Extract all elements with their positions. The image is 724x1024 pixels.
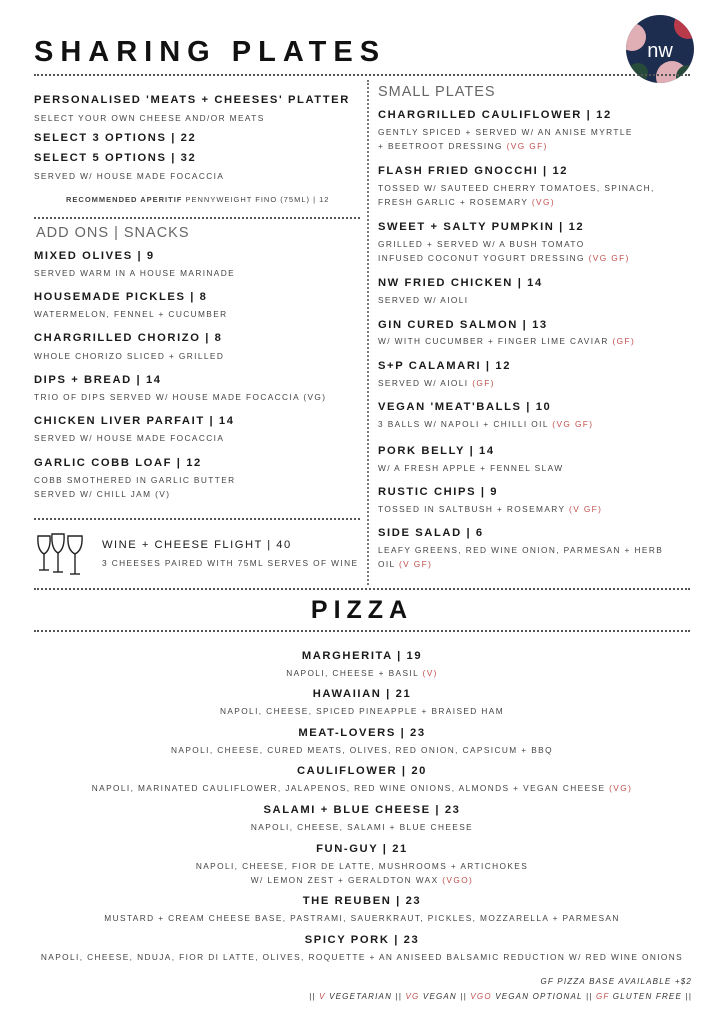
plate-desc: W/ WITH CUCUMBER + FINGER LIME CAVIAR <box>378 336 609 346</box>
plate-desc: GRILLED + SERVED W/ A BUSH TOMATO <box>378 239 585 249</box>
page-title: SHARING PLATES <box>34 36 387 68</box>
legend-sep: || <box>460 992 467 1001</box>
pizza-name: SPICY PORK | 23 <box>304 934 420 946</box>
divider-top <box>34 74 690 76</box>
pizza-desc: NAPOLI, CHEESE, SPICED PINEAPPLE + BRAISED HAM <box>219 706 505 716</box>
aperitif-label: RECOMMENDED APERITIF <box>66 195 183 204</box>
legend-code: GF <box>595 992 610 1001</box>
flight-desc: 3 CHEESES PAIRED WITH 75ML SERVES OF WINE <box>102 558 359 568</box>
divider-addons <box>34 217 360 219</box>
addon-name: GARLIC COBB LOAF | 12 <box>34 457 202 469</box>
diet-tag: (V GF) <box>398 559 433 569</box>
pizza-heading: PIZZA <box>310 596 414 624</box>
addon-name: MIXED OLIVES | 9 <box>34 250 155 262</box>
plate-desc-2: OIL <box>378 559 396 569</box>
plate-desc: 3 BALLS W/ NAPOLI + CHILLI OIL <box>378 419 549 429</box>
pizza-desc: NAPOLI, CHEESE, FIOR DE LATTE, MUSHROOMS + ARTICHOKES <box>195 861 529 871</box>
platter-option-3: SELECT 3 OPTIONS | 22 <box>34 132 197 144</box>
addon-name: CHICKEN LIVER PARFAIT | 14 <box>34 415 235 427</box>
diet-tag: (V) <box>422 668 438 678</box>
diet-tag: (VG GF) <box>552 419 594 429</box>
plate-name: FLASH FRIED GNOCCHI | 12 <box>378 165 569 177</box>
addon-name: DIPS + BREAD | 14 <box>34 374 162 386</box>
legend-label: GLUTEN FREE <box>612 992 682 1001</box>
plate-name: VEGAN 'MEAT'BALLS | 10 <box>378 401 552 413</box>
plate-name: SIDE SALAD | 6 <box>378 527 484 539</box>
plate-desc-line <box>378 336 635 346</box>
legend-code: VG <box>405 992 420 1001</box>
plate-name: RUSTIC CHIPS | 9 <box>378 486 499 498</box>
addon-desc: WATERMELON, FENNEL + CUCUMBER <box>34 309 228 319</box>
plate-desc: GENTLY SPICED + SERVED W/ AN ANISE MYRTLE <box>378 127 633 137</box>
small-plates-heading: SMALL PLATES <box>378 84 496 100</box>
addon-desc-2: SERVED W/ CHILL JAM (V) <box>34 489 171 499</box>
pizza-desc-2: W/ LEMON ZEST + GERALDTON WAX <box>250 875 439 885</box>
column-divider <box>367 80 369 585</box>
plate-name: GIN CURED SALMON | 13 <box>378 319 548 331</box>
pizza-name: HAWAIIAN | 21 <box>312 688 412 700</box>
plate-name: SWEET + SALTY PUMPKIN | 12 <box>378 221 585 233</box>
plate-desc: LEAFY GREENS, RED WINE ONION, PARMESAN + HERB <box>378 545 664 555</box>
plate-desc: W/ A FRESH APPLE + FENNEL SLAW <box>378 463 564 473</box>
addon-desc: COBB SMOTHERED IN GARLIC BUTTER <box>34 475 236 485</box>
pizza-name: SALAMI + BLUE CHEESE | 23 <box>263 804 461 816</box>
wine-glasses-icon <box>34 532 90 578</box>
diet-tag: (V GF) <box>569 504 603 514</box>
diet-tag: (VG) <box>531 197 555 207</box>
pizza-desc: NAPOLI, CHEESE + BASIL <box>286 668 419 678</box>
legend-sep: || <box>309 992 316 1001</box>
pizza-desc: NAPOLI, CHEESE, SALAMI + BLUE CHEESE <box>250 822 474 832</box>
logo <box>626 15 694 83</box>
aperitif <box>66 195 329 204</box>
legend-label: VEGETARIAN <box>329 992 393 1001</box>
addon-desc: SERVED WARM IN A HOUSE MARINADE <box>34 268 236 278</box>
addons-heading: ADD ONS | SNACKS <box>36 225 190 241</box>
plate-name: S+P CALAMARI | 12 <box>378 360 512 372</box>
addon-name: CHARGRILLED CHORIZO | 8 <box>34 332 223 344</box>
addon-desc: WHOLE CHORIZO SLICED + GRILLED <box>34 351 225 361</box>
diet-tag: (VG GF) <box>588 253 630 263</box>
pizza-desc-line <box>0 783 724 793</box>
plate-desc-line <box>378 197 555 207</box>
legend-sep: || <box>395 992 403 1001</box>
aperitif-value: PENNYWEIGHT FINO (75ML) | 12 <box>185 195 330 204</box>
pizza-name: CAULIFLOWER | 20 <box>296 765 428 777</box>
platter-title: PERSONALISED 'MEATS + CHEESES' PLATTER <box>34 94 350 106</box>
pizza-desc: NAPOLI, MARINATED CAULIFLOWER, JALAPENOS, RED WINE ONIONS, ALMONDS + VEGAN CHEESE <box>91 783 606 793</box>
plate-desc: TOSSED W/ SAUTEED CHERRY TOMATOES, SPINACH, <box>378 183 655 193</box>
plate-desc-2: FRESH GARLIC + ROSEMARY <box>378 197 529 207</box>
plate-desc-line <box>378 253 630 263</box>
pizza-desc: NAPOLI, CHEESE, CURED MEATS, OLIVES, RED ONION, CAPSICUM + BBQ <box>171 745 553 755</box>
platter-served: SERVED W/ HOUSE MADE FOCACCIA <box>34 171 225 181</box>
pizza-name: MEAT-LOVERS | 23 <box>298 727 426 739</box>
diet-tag: (GF) <box>472 378 495 388</box>
plate-desc-line <box>378 559 432 569</box>
logo-text: nw <box>647 40 673 62</box>
legend-sep: || <box>685 992 692 1001</box>
addon-name: HOUSEMADE PICKLES | 8 <box>34 291 208 303</box>
diet-tag: (GF) <box>612 336 636 346</box>
divider-pizza-bottom <box>34 630 690 632</box>
diet-legend <box>309 992 692 1001</box>
pizza-desc: MUSTARD + CREAM CHEESE BASE, PASTRAMI, SAUERKRAUT, PICKLES, MOZZARELLA + PARMESAN <box>104 913 620 923</box>
plate-desc: SERVED W/ AIOLI <box>378 378 469 388</box>
gf-base-note: GF PIZZA BASE AVAILABLE +$2 <box>540 977 692 986</box>
diet-tag: (VGO) <box>442 875 474 885</box>
diet-tag: (VG GF) <box>506 141 548 151</box>
pizza-desc-line <box>0 668 724 678</box>
flight-name: WINE + CHEESE FLIGHT | 40 <box>102 539 292 551</box>
diet-tag: (VG) <box>609 783 633 793</box>
plate-desc-2: + BEETROOT DRESSING <box>378 141 503 151</box>
plate-name: CHARGRILLED CAULIFLOWER | 12 <box>378 109 612 121</box>
pizza-name: MARGHERITA | 19 <box>301 650 423 662</box>
legend-code: V <box>319 992 326 1001</box>
pizza-desc: NAPOLI, CHEESE, NDUJA, FIOR DI LATTE, OLIVES, ROQUETTE + AN ANISEED BALSAMIC REDUCTION W/ RED WINE ONIONS <box>40 952 684 962</box>
legend-sep: || <box>585 992 593 1001</box>
divider-flight <box>34 518 360 520</box>
plate-desc-line <box>378 504 602 514</box>
addon-desc: SERVED W/ HOUSE MADE FOCACCIA <box>34 433 225 443</box>
legend-code: VGO <box>470 992 492 1001</box>
plate-desc-line <box>378 378 495 388</box>
plate-desc-line <box>378 419 593 429</box>
pizza-name: FUN-GUY | 21 <box>316 843 408 855</box>
plate-desc: SERVED W/ AIOLI <box>378 295 469 305</box>
pizza-name: THE REUBEN | 23 <box>302 895 422 907</box>
divider-pizza-top <box>34 588 690 590</box>
legend-label: VEGAN <box>422 992 457 1001</box>
plate-name: PORK BELLY | 14 <box>378 445 495 457</box>
plate-desc: TOSSED IN SALTBUSH + ROSEMARY <box>378 504 566 514</box>
addon-desc: TRIO OF DIPS SERVED W/ HOUSE MADE FOCACCIA (VG) <box>34 392 327 402</box>
platter-sub: SELECT YOUR OWN CHEESE AND/OR MEATS <box>34 113 265 123</box>
pizza-desc-line <box>0 875 724 885</box>
platter-option-5: SELECT 5 OPTIONS | 32 <box>34 152 197 164</box>
legend-label: VEGAN OPTIONAL <box>495 992 583 1001</box>
logo-graphic <box>626 15 694 83</box>
plate-name: NW FRIED CHICKEN | 14 <box>378 277 543 289</box>
plate-desc-line <box>378 141 548 151</box>
plate-desc-2: INFUSED COCONUT YOGURT DRESSING <box>378 253 585 263</box>
